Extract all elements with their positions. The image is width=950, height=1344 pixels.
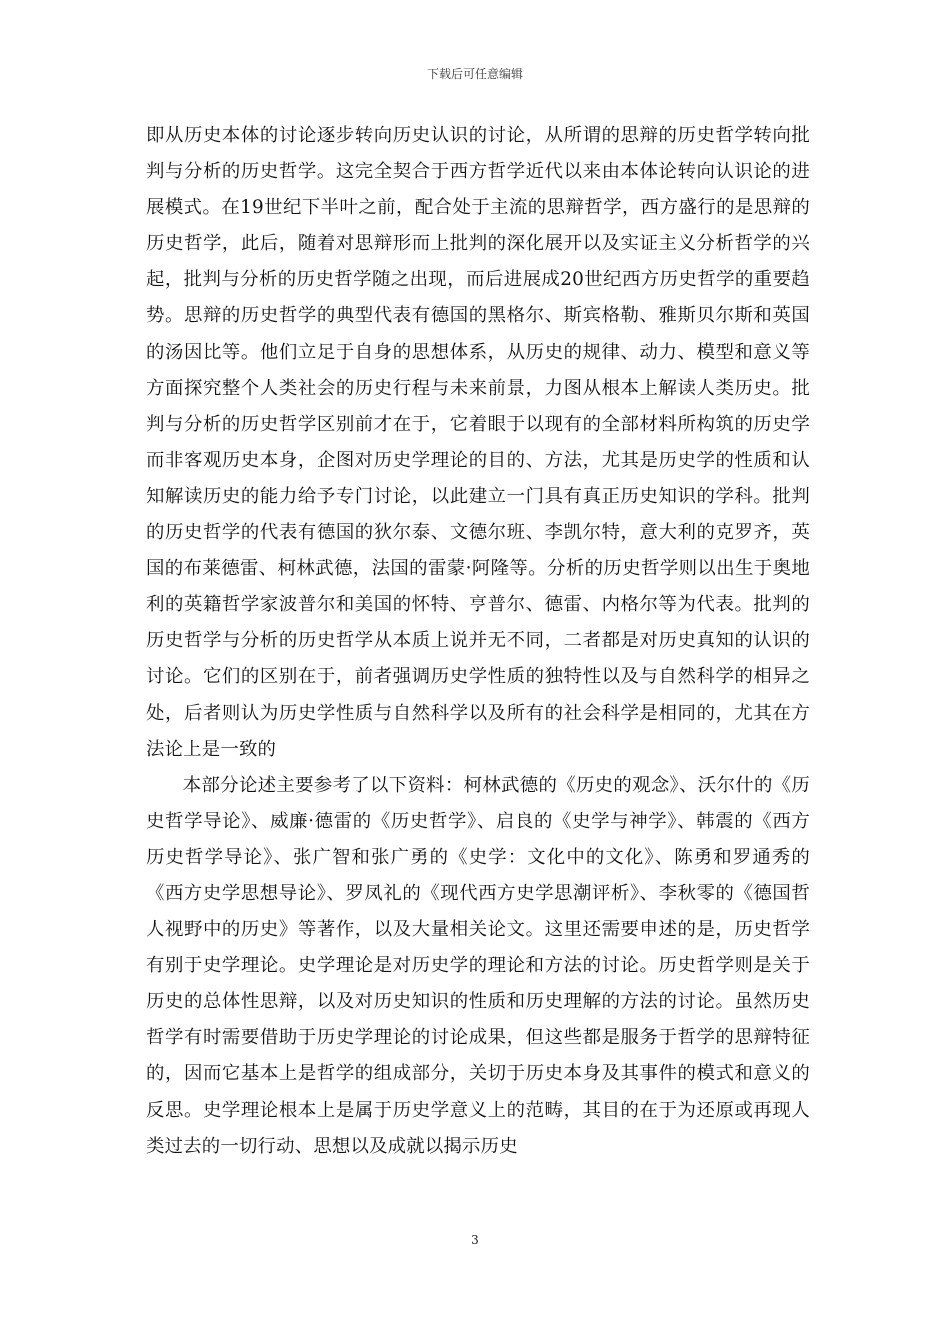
body-paragraph-1: 即从历史本体的讨论逐步转向历史认识的讨论，从所谓的思辩的历史哲学转向批判与分析的历史哲学。这完全契合于西方哲学近代以来由本体论转向认识论的进展模式。在19世纪下半叶之前，配合处于主流的思辩哲学，西方盛行的是思辩的历史哲学，此后，随着对思辩形而上批判的深化展开以及实证主义分析哲学的兴起，批判与分析的历史哲学随之出现，而后进展成20世纪西方历史哲学的重要趋势。思辩的历史哲学的典型代表有德国的黑格尔、斯宾格勒、雅斯贝尔斯和英国的汤因比等。他们立足于自身的思想体系，从历史的规律、动力、模型和意义等方面探究整个人类社会的历史行程与未来前景，力图从根本上解读人类历史。批判与分析的历史哲学区别前才在于，它着眼于以现有的全部材料所构筑的历史学而非客观历史本身，企图对历史学理论的目的、方法，尤其是历史学的性质和认知解读历史的能力给予专门讨论，以此建立一门具有真正历史知识的学科。批判的历史哲学的代表有德国的狄尔泰、文德尔班、李凯尔特，意大利的克罗齐，英国的布莱德雷、柯林武德，法国的雷蒙·阿隆等。分析的历史哲学则以出生于奥地利的英籍哲学家波普尔和美国的怀特、亨普尔、德雷、内格尔等为代表。批判的历史哲学与分析的历史哲学从本质上说并无不同，二者都是对历史真知的认识的讨论。它们的区别在于，前者强调历史学性质的独特性以及与自然科学的相异之处，后者则认为历史学性质与自然科学以及所有的社会科学是相同的，尤其在方法论上是一致的 xyxy=(146,125,810,760)
document-body xyxy=(146,118,810,1165)
body-paragraph-2: 本部分论述主要参考了以下资料：柯林武德的《历史的观念》、沃尔什的《历史哲学导论》、威廉·德雷的《历史哲学》、启良的《史学与神学》、韩震的《西方历史哲学导论》、张广智和张广勇的《史学：文化中的文化》、陈勇和罗通秀的《西方史学思想导论》、罗凤礼的《现代西方史学思潮评析》、李秋零的《德国哲人视野中的历史》等著作，以及大量相关论文。这里还需要申述的是，历史哲学有别于史学理论。史学理论是对历史学的理论和方法的讨论。历史哲学则是关于历史的总体性思辩，以及对历史知识的性质和历史理解的方法的讨论。虽然历史哲学有时需要借助于历史学理论的讨论成果，但这些都是服务于哲学的思辩特征的，因而它基本上是哲学的组成部分，关切于历史本身及其事件的模式和意义的反思。史学理论根本上是属于历史学意义上的范畴，其目的在于为还原或再现人类过去的一切行动、思想以及成就以揭示历史 xyxy=(146,774,810,1157)
page-number: 3 xyxy=(471,1233,479,1247)
page-header: 下载后可任意编辑 xyxy=(426,67,523,81)
